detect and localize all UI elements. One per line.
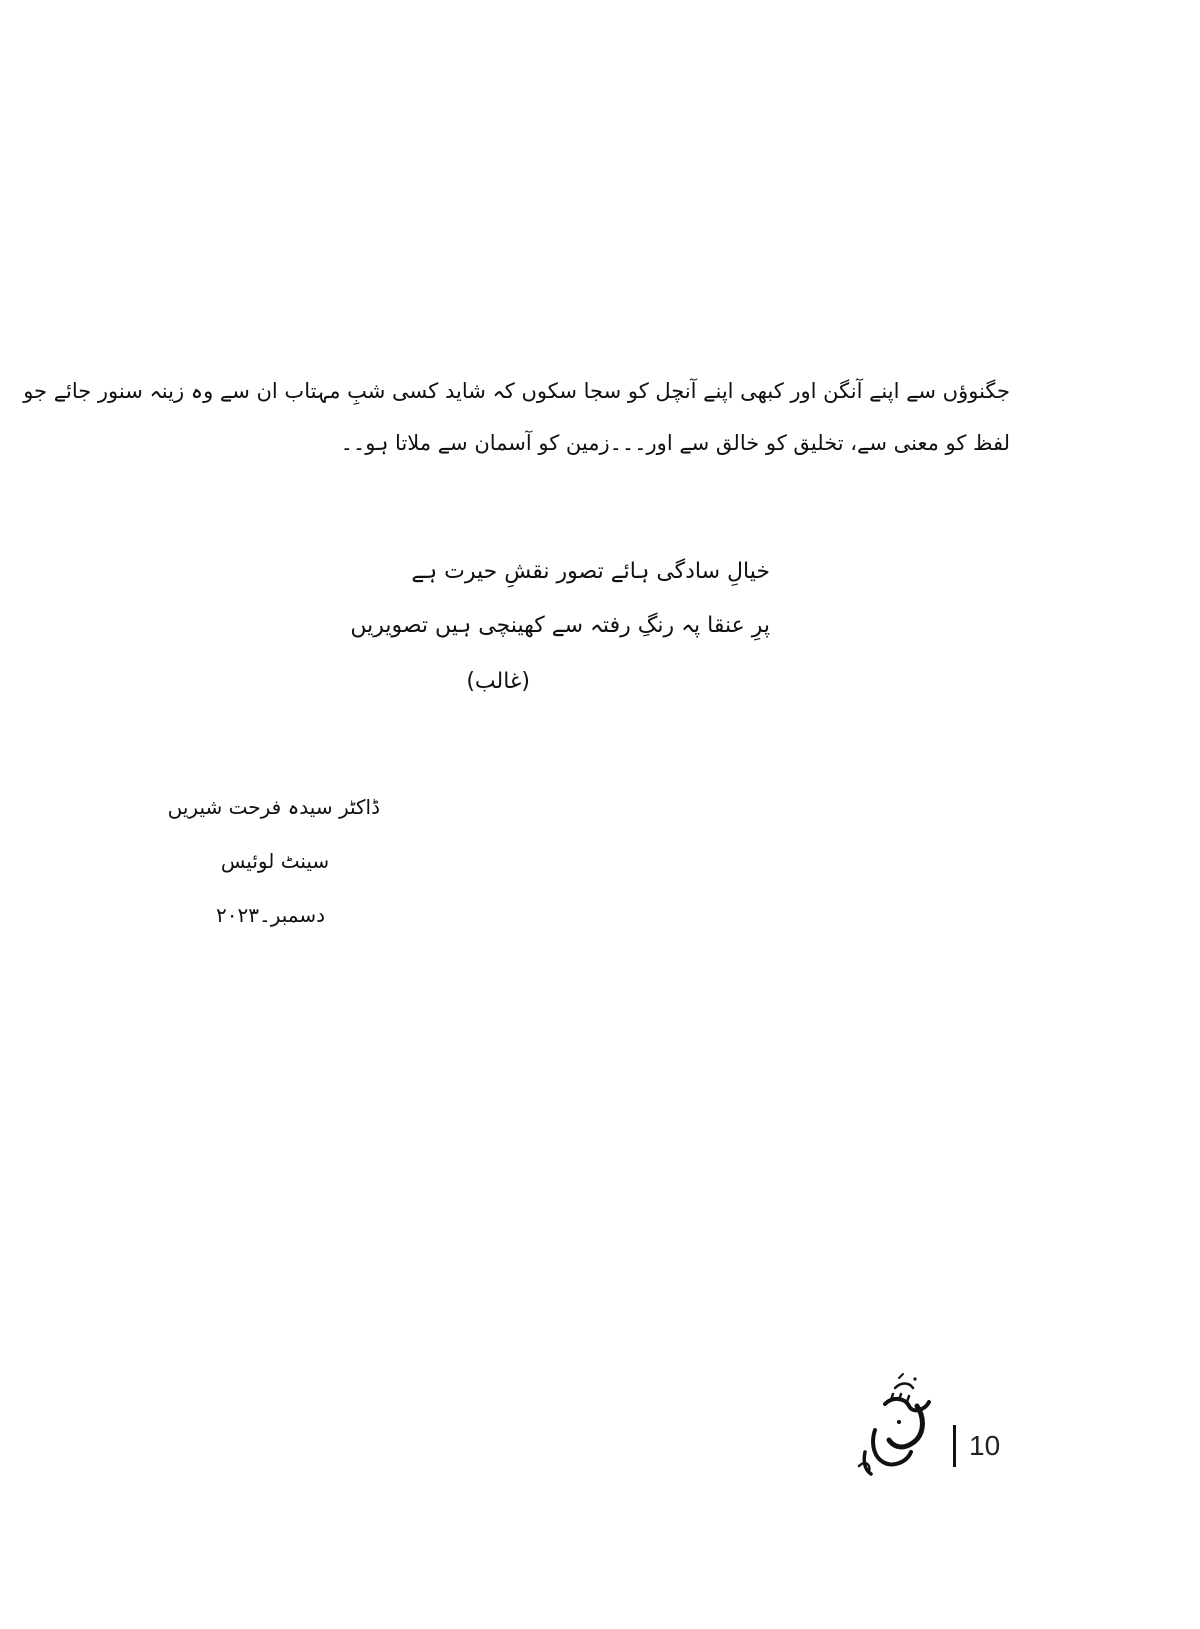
intro-paragraph (23, 365, 1010, 469)
couplet-line-1: خیالِ سادگی ہائے تصور نقشِ حیرت ہے (411, 559, 770, 584)
paragraph-line-2: لفظ کو معنی سے، تخلیق کو خالق سے اور۔۔۔زمین کو آسمان سے ملاتا ہو۔۔ (340, 431, 1010, 455)
author-name: ڈاکٹر سیدہ فرحت شیریں (167, 795, 380, 819)
book-logo-icon (855, 1370, 945, 1480)
author-location: سینٹ لوئیس (220, 849, 330, 873)
ghalib-couplet (350, 545, 770, 709)
author-signature-block (167, 780, 380, 942)
page-number: 10 (969, 1430, 1001, 1461)
footer-divider (953, 1425, 956, 1467)
page-footer (855, 1370, 1025, 1480)
couplet-line-2: پرِ عنقا پہ رنگِ رفتہ سے کھینچی ہیں تصویریں (350, 613, 770, 638)
signature-date: دسمبر۔۲۰۲۳ (216, 903, 325, 927)
poet-attribution: (غالب) (466, 669, 530, 694)
paragraph-line-1: جگنوؤں سے اپنے آنگن اور کبھی اپنے آنچل کو سجا سکوں کہ شاید کسی شبِ مہتاب ان سے وہ زینہ سنور جائے جو (23, 379, 1010, 403)
